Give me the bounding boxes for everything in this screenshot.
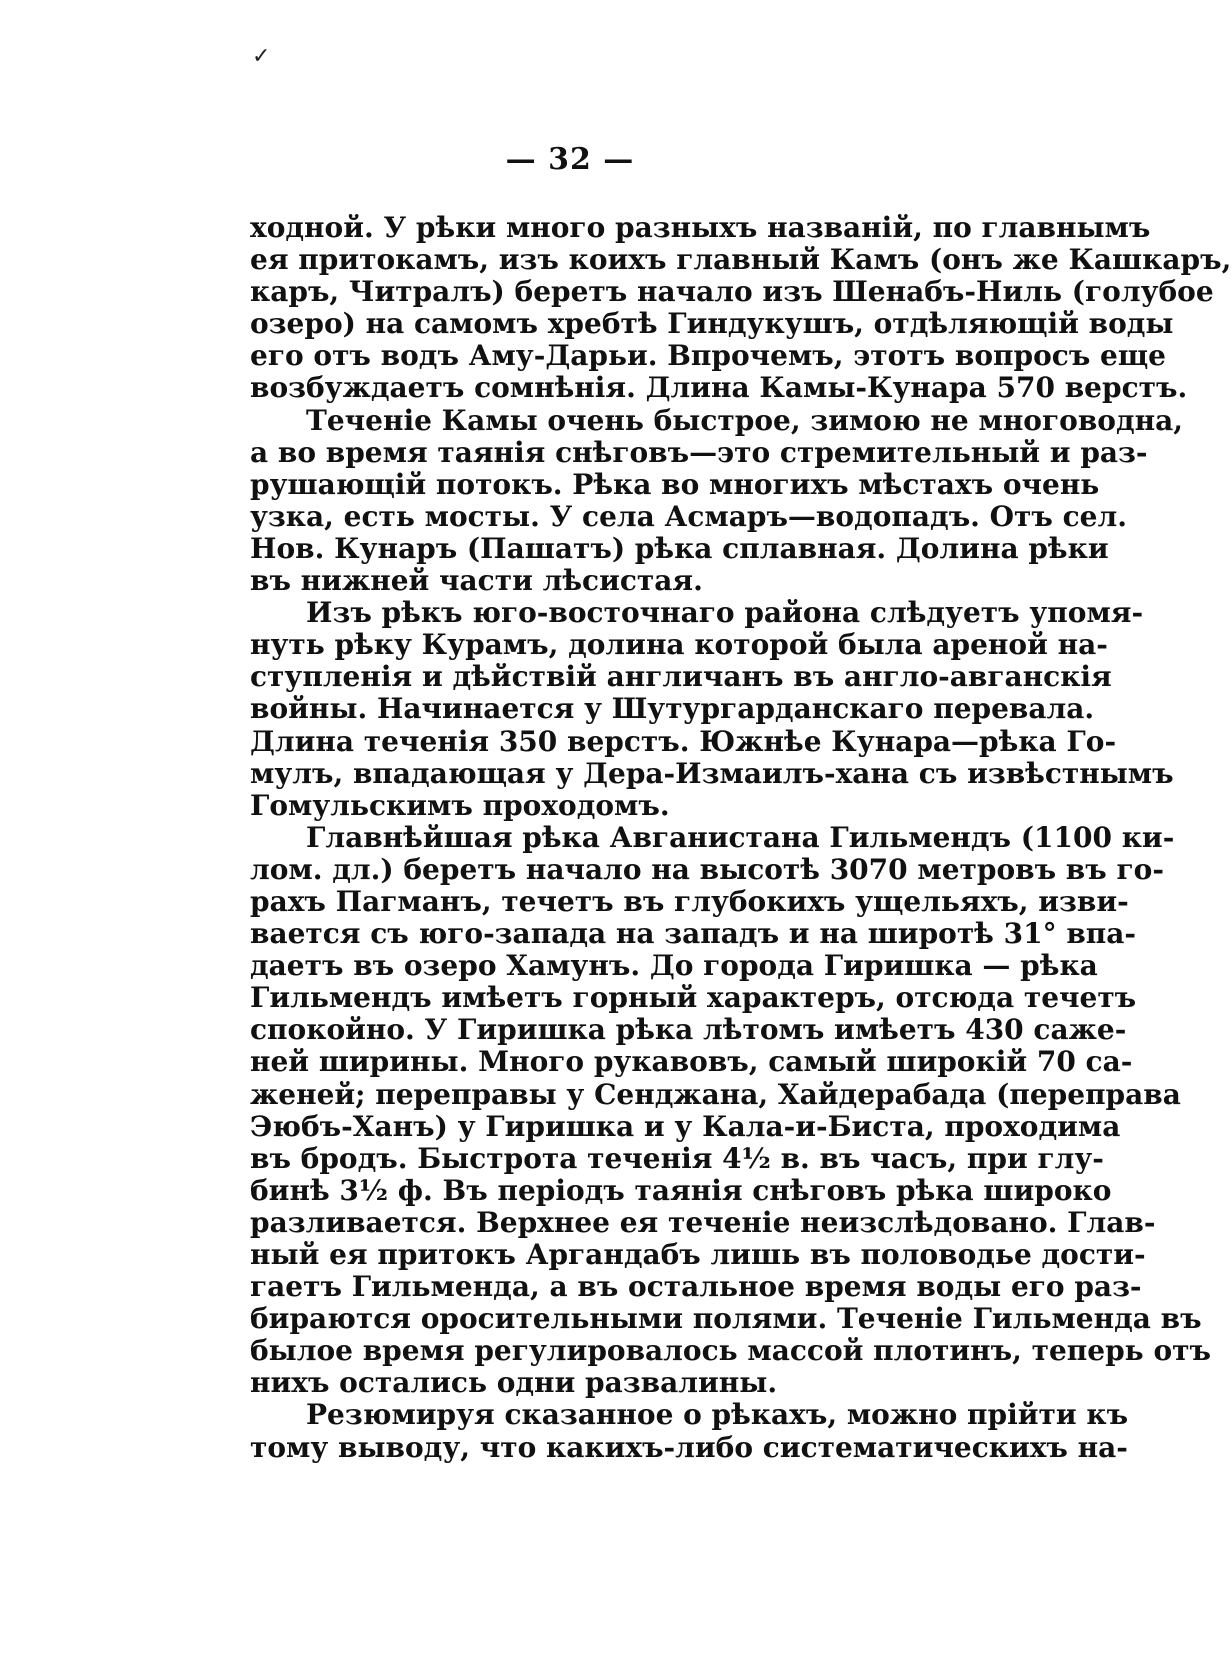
text-line: Гомульскимъ проходомъ.: [250, 788, 670, 822]
corner-pencil-mark: ✓: [252, 44, 271, 69]
text-line: ступленія и дѣйствій англичанъ въ англо-авганскія: [250, 660, 1112, 694]
text-line: лом. дл.) беретъ начало на высотѣ 3070 метровъ въ го-: [250, 852, 1164, 886]
page-number: — 32 —: [505, 142, 635, 177]
text-line: узка, есть мосты. У села Асмаръ—водопадъ. Отъ сел.: [250, 499, 1127, 533]
text-line: войны. Начинается у Шутургарданскаго перевала.: [250, 692, 1095, 726]
text-line: ея притокамъ, изъ коихъ главный Камъ (онъ же Кашкаръ,: [250, 243, 1231, 277]
text-line: озеро) на самомъ хребтѣ Гиндукушъ, отдѣляющій воды: [250, 307, 1174, 341]
text-line: рахъ Пагманъ, течетъ въ глубокихъ ущельяхъ, изви-: [250, 884, 1129, 918]
text-line: Длина теченія 350 верстъ. Южнѣе Кунара—рѣка Го-: [250, 724, 1117, 758]
body-text: [250, 211, 1231, 1464]
text-line: въ нижней части лѣсистая.: [250, 564, 703, 598]
text-line: возбуждаетъ сомнѣнія. Длина Камы-Кунара 570 верстъ.: [250, 371, 1188, 405]
text-line: Эюбъ-Ханъ) у Гиришка и у Кала-и-Биста, проходима: [250, 1109, 1121, 1143]
text-line: его отъ водъ Аму-Дарьи. Впрочемъ, этотъ вопросъ еще: [250, 339, 1166, 373]
text-line: вается съ юго-запада на западъ и на широтѣ 31° впа-: [250, 917, 1137, 951]
text-line: рушающій потокъ. Рѣка во многихъ мѣстахъ очень: [250, 467, 1100, 501]
text-line: каръ, Читралъ) беретъ начало изъ Шенабъ-Ниль (голубое: [250, 275, 1214, 309]
text-line: былое время регулировалось массой плотинъ, теперь отъ: [250, 1334, 1211, 1368]
text-line: гаетъ Гильменда, а въ остальное время воды его раз-: [250, 1270, 1142, 1304]
text-line: мулъ, впадающая у Дера-Измаилъ-хана съ извѣстнымъ: [250, 756, 1174, 790]
text-line: женей; переправы у Сенджана, Хайдерабада (переправа: [250, 1077, 1181, 1111]
text-line: нуть рѣку Курамъ, долина которой была ареной на-: [250, 628, 1108, 662]
text-line: Теченіе Камы очень быстрое, зимою не многоводна,: [306, 403, 1183, 437]
text-line: Гильмендъ имѣетъ горный характеръ, отсюда течетъ: [250, 981, 1137, 1015]
text-line: ходной. У рѣки много разныхъ названій, по главнымъ: [250, 211, 1151, 244]
text-line: Главнѣйшая рѣка Авганистана Гильмендъ (1100 ки-: [306, 820, 1175, 854]
text-line: Резюмируя сказанное о рѣкахъ, можно прійти къ: [306, 1398, 1129, 1432]
text-line: спокойно. У Гиришка рѣка лѣтомъ имѣетъ 430 саже-: [250, 1013, 1127, 1047]
text-line: бираются оросительными полями. Теченіе Гильменда въ: [250, 1302, 1202, 1336]
text-line: Изъ рѣкъ юго-восточнаго района слѣдуетъ упомя-: [306, 596, 1144, 630]
text-line: Нов. Кунаръ (Пашатъ) рѣка сплавная. Долина рѣки: [250, 531, 1109, 565]
text-line: ный ея притокъ Аргандабъ лишь въ половодье дости-: [250, 1238, 1146, 1271]
text-line: даетъ въ озеро Хамунъ. До города Гиришка — рѣка: [250, 949, 1098, 983]
text-line: въ бродъ. Быстрота теченія 4½ в. въ часъ, при глу-: [250, 1141, 1104, 1175]
text-line: разливается. Верхнее ея теченіе неизслѣдовано. Глав-: [250, 1205, 1156, 1239]
text-line: тому выводу, что какихъ-либо систематическихъ на-: [250, 1430, 1128, 1464]
text-line: а во время таянія снѣговъ—это стремительный и раз-: [250, 435, 1148, 469]
text-line: нихъ остались одни развалины.: [250, 1366, 778, 1400]
text-line: бинѣ 3½ ф. Въ періодъ таянія снѣговъ рѣка широко: [250, 1173, 1112, 1207]
text-line: ней ширины. Много рукавовъ, самый широкій 70 са-: [250, 1045, 1133, 1079]
